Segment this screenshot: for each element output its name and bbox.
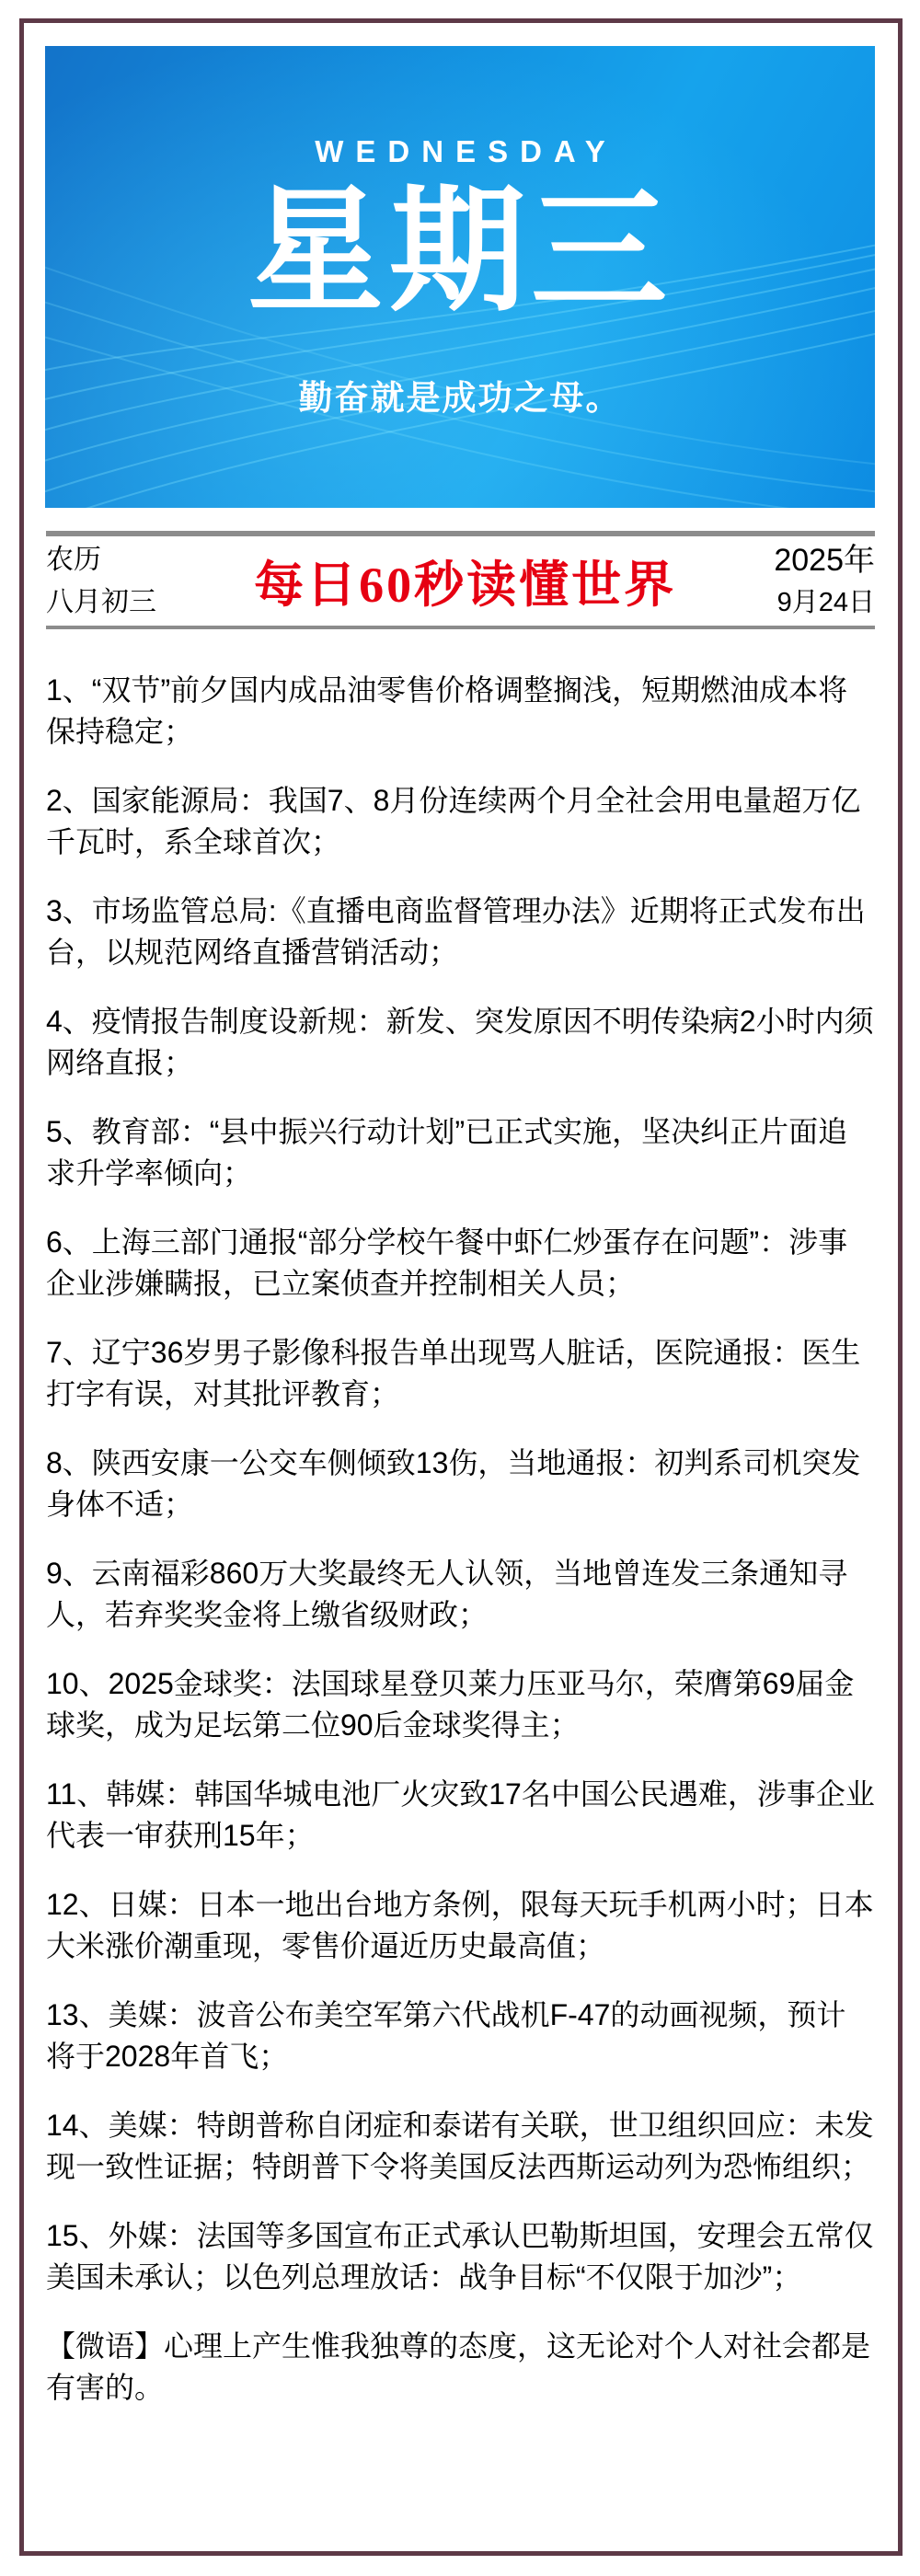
news-item: 2、国家能源局：我国7、8月份连续两个月全社会用电量超万亿千瓦时，系全球首次； <box>46 784 861 858</box>
news-item: 13、美媒：波音公布美空军第六代战机F-47的动画视频，预计将于2028年首飞； <box>46 1998 846 2073</box>
header-banner <box>45 46 875 508</box>
lunar-calendar-label: 农历 <box>46 544 101 575</box>
footer-quote: 【微语】心理上产生惟我独尊的态度，这无论对个人对社会都是有害的。 <box>46 2329 871 2404</box>
news-item: 3、市场监管总局:《直播电商监督管理办法》近期将正式发布出台，以规范网络直播营销活动； <box>46 894 866 969</box>
year-label: 2025年 <box>774 542 875 578</box>
news-item: 9、云南福彩860万大奖最终无人认领，当地曾连发三条通知寻人，若弃奖奖金将上缴省级财政； <box>46 1557 848 1631</box>
lunar-date-block <box>46 539 156 624</box>
weekday-english: WEDNESDAY <box>315 134 617 168</box>
news-item: 14、美媒：特朗普称自闭症和泰诺有关联，世卫组织回应：未发现一致性证据；特朗普下令将美国反法西斯运动列为恐怖组织； <box>46 2109 874 2183</box>
news-item: 6、上海三部门通报“部分学校午餐中虾仁炒蛋存在问题”：涉事企业涉嫌瞒报，已立案侦查并控制相关人员； <box>46 1225 848 1300</box>
lunar-date: 八月初三 <box>46 586 156 617</box>
weekday-chinese: 星期三 <box>247 178 673 328</box>
news-item: 5、教育部：“县中振兴行动计划”已正式实施，坚决纠正片面追求升学率倾向； <box>46 1115 848 1190</box>
news-item: 4、疫情报告制度设新规：新发、突发原因不明传染病2小时内须网络直报； <box>46 1005 874 1079</box>
news-item: 1、“双节”前夕国内成品油零售价格调整搁浅，短期燃油成本将保持稳定； <box>46 673 848 748</box>
news-item: 7、辽宁36岁男子影像科报告单出现骂人脏话，医院通报：医生打字有误，对其批评教育； <box>46 1336 861 1410</box>
news-item: 10、2025金球奖：法国球星登贝莱力压亚马尔，荣膺第69届金球奖，成为足坛第二位90后金球奖得主； <box>46 1667 855 1742</box>
gregorian-date-block <box>774 539 875 624</box>
news-item: 11、韩媒：韩国华城电池厂火灾致17名中国公民遇难，涉事企业代表一审获刑15年； <box>46 1777 875 1852</box>
content-column <box>46 531 875 2436</box>
date-label: 9月24日 <box>776 587 875 617</box>
news-item: 8、陕西安康一公交车侧倾致13伤，当地通报：初判系司机突发身体不适； <box>46 1446 861 1521</box>
banner-motto: 勤奋就是成功之母。 <box>298 379 622 417</box>
page-title: 每日60秒读懂世界 <box>254 558 677 613</box>
news-item: 15、外媒：法国等多国宣布正式承认巴勒斯坦国，安理会五常仅美国未承认；以色列总理放话：战争目标“不仅限于加沙”； <box>46 2219 874 2294</box>
news-item: 12、日媒：日本一地出台地方条例，限每天玩手机两小时；日本大米涨价潮重现，零售价逼近历史最高值； <box>46 1888 874 1962</box>
date-band <box>46 536 875 626</box>
news-list <box>46 629 875 2409</box>
